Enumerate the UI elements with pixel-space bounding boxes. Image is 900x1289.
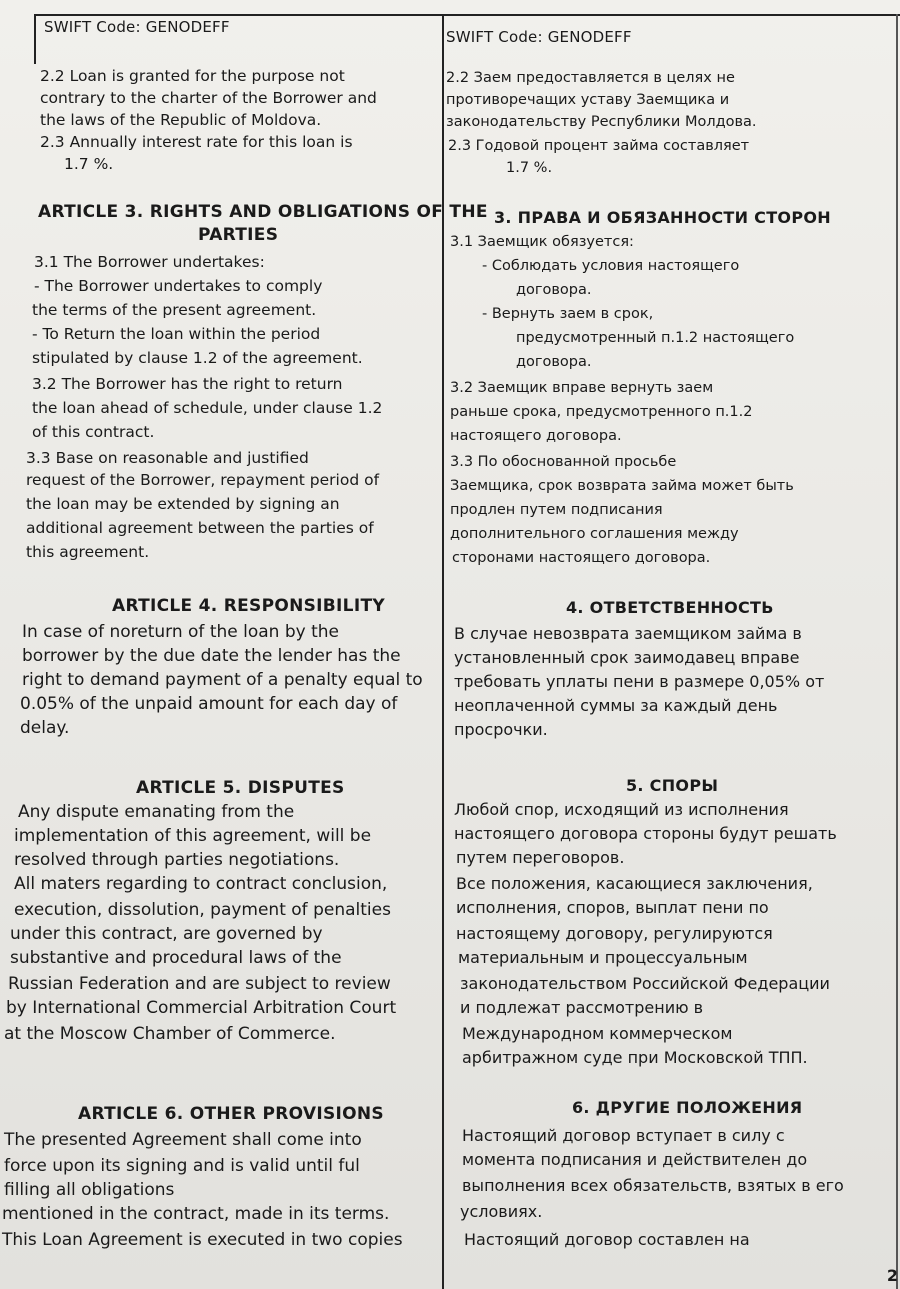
swift-code-en: SWIFT Code: GENODEFF [44, 18, 230, 36]
ru-text-line: путем переговоров. [456, 848, 625, 867]
en-text-line: Any dispute emanating from the [18, 802, 295, 822]
en-text-line: - The Borrower undertakes to comply [34, 277, 323, 295]
en-text-line: under this contract, are governed by [10, 924, 323, 944]
en-text-line: resolved through parties negotiations. [14, 850, 340, 870]
ru-text-line: просрочки. [454, 720, 548, 739]
ru-text-line: Все положения, касающиеся заключения, [456, 874, 813, 893]
ru-text-line: неоплаченной суммы за каждый день [454, 696, 778, 715]
en-text-line: force upon its signing and is valid until ful [4, 1156, 360, 1176]
en-text-line: substantive and procedural laws of the [10, 948, 342, 968]
ru-article-heading: 6. ДРУГИЕ ПОЛОЖЕНИЯ [572, 1098, 803, 1117]
ru-text-line: арбитражном суде при Московской ТПП. [462, 1048, 808, 1067]
en-text-line: mentioned in the contract, made in its terms. [2, 1204, 390, 1224]
ru-text-line: - Соблюдать условия настоящего [482, 258, 740, 274]
en-text-line: request of the Borrower, repayment period of [26, 471, 380, 489]
ru-text-line: продлен путем подписания [450, 502, 663, 518]
en-text-line: 2.3 Annually interest rate for this loan is [40, 133, 353, 151]
en-article-heading: ARTICLE 6. OTHER PROVISIONS [78, 1104, 384, 1124]
ru-text-line: условиях. [460, 1202, 543, 1221]
en-text-line: the loan ahead of schedule, under clause 1.2 [32, 399, 383, 417]
ru-text-line: требовать уплаты пени в размере 0,05% от [454, 672, 825, 691]
ru-text-line: договора. [516, 354, 592, 370]
en-text-line: All maters regarding to contract conclusion, [14, 874, 388, 894]
en-text-line: this agreement. [26, 543, 150, 561]
ru-text-line: Заемщика, срок возврата займа может быть [450, 478, 794, 494]
ru-text-line: 3.2 Заемщик вправе вернуть заем [450, 380, 714, 396]
ru-text-line: предусмотренный п.1.2 настоящего [516, 330, 795, 346]
en-text-line: of this contract. [32, 423, 155, 441]
ru-text-line: 3.1 Заемщик обязуется: [450, 234, 634, 250]
en-text-line: contrary to the charter of the Borrower and [40, 89, 377, 107]
en-text-line: filling all obligations [4, 1180, 175, 1200]
en-text-line: 0.05% of the unpaid amount for each day of [20, 694, 398, 714]
ru-article-heading: 5. СПОРЫ [626, 776, 719, 795]
en-text-line: This Loan Agreement is executed in two copies [2, 1230, 403, 1250]
ru-text-line: Международном коммерческом [462, 1024, 733, 1043]
page-number: 2 [886, 1266, 898, 1285]
russian-column [446, 0, 898, 1289]
en-text-line: execution, dissolution, payment of penalties [14, 900, 391, 920]
ru-text-line: и подлежат рассмотрению в [460, 998, 704, 1017]
en-text-line: by International Commercial Arbitration Court [6, 998, 397, 1018]
en-text-line: the laws of the Republic of Moldova. [40, 111, 322, 129]
ru-text-line: 2.3 Годовой процент займа составляет [448, 138, 750, 154]
en-article-heading: PARTIES [198, 225, 279, 245]
en-text-line: additional agreement between the parties of [26, 519, 374, 537]
en-text-line: 3.3 Base on reasonable and justified [26, 449, 309, 467]
en-text-line: delay. [20, 718, 70, 738]
ru-text-line: Настоящий договор вступает в силу с [462, 1126, 785, 1145]
en-text-line: Russian Federation and are subject to review [8, 974, 391, 994]
en-text-line: 2.2 Loan is granted for the purpose not [40, 67, 345, 85]
en-text-line: 3.2 The Borrower has the right to return [32, 375, 343, 393]
en-article-heading: ARTICLE 5. DISPUTES [136, 778, 345, 798]
en-text-line: the loan may be extended by signing an [26, 495, 340, 513]
en-text-line: implementation of this agreement, will be [14, 826, 372, 846]
ru-article-heading: 4. ОТВЕТСТВЕННОСТЬ [566, 598, 774, 617]
en-text-line: at the Moscow Chamber of Commerce. [4, 1024, 336, 1044]
en-text-line: right to demand payment of a penalty equal to [22, 670, 423, 690]
ru-text-line: установленный срок заимодавец вправе [454, 648, 800, 667]
ru-text-line: законодательством Российской Федерации [460, 974, 830, 993]
en-article-heading: ARTICLE 3. RIGHTS AND OBLIGATIONS OF THE [38, 202, 488, 222]
en-text-line: 3.1 The Borrower undertakes: [34, 253, 265, 271]
ru-text-line: законодательству Республики Молдова. [446, 114, 757, 130]
ru-text-line: В случае невозврата заемщиком займа в [454, 624, 802, 643]
ru-text-line: настоящему договору, регулируются [456, 924, 773, 943]
en-text-line: - To Return the loan within the period [32, 325, 321, 343]
ru-text-line: настоящего договора стороны будут решать [454, 824, 837, 843]
ru-text-line: 3.3 По обоснованной просьбе [450, 454, 677, 470]
ru-text-line: выполнения всех обязательств, взятых в его [462, 1176, 844, 1195]
ru-text-line: настоящего договора. [450, 428, 622, 444]
en-article-heading: ARTICLE 4. RESPONSIBILITY [112, 596, 385, 616]
ru-text-line: 1.7 %. [506, 160, 553, 176]
en-text-line: stipulated by clause 1.2 of the agreement. [32, 349, 363, 367]
ru-text-line: материальным и процессуальным [458, 948, 748, 967]
ru-text-line: - Вернуть заем в срок, [482, 306, 654, 322]
swift-code-ru: SWIFT Code: GENODEFF [446, 28, 632, 46]
ru-text-line: раньше срока, предусмотренного п.1.2 [450, 404, 753, 420]
ru-text-line: дополнительного соглашения между [450, 526, 739, 542]
ru-text-line: момента подписания и действителен до [462, 1150, 808, 1169]
en-text-line: borrower by the due date the lender has the [22, 646, 401, 666]
en-text-line: the terms of the present agreement. [32, 301, 317, 319]
en-text-line: In case of noreturn of the loan by the [22, 622, 339, 642]
ru-text-line: Настоящий договор составлен на [464, 1230, 750, 1249]
ru-text-line: исполнения, споров, выплат пени по [456, 898, 769, 917]
ru-text-line: 2.2 Заем предоставляется в целях не [446, 70, 735, 86]
ru-text-line: противоречащих уставу Заемщика и [446, 92, 730, 108]
en-text-line: 1.7 %. [64, 155, 114, 173]
ru-text-line: Любой спор, исходящий из исполнения [454, 800, 789, 819]
en-text-line: The presented Agreement shall come into [4, 1130, 362, 1150]
ru-text-line: сторонами настоящего договора. [452, 550, 711, 566]
ru-article-heading: 3. ПРАВА И ОБЯЗАННОСТИ СТОРОН [494, 208, 831, 227]
ru-text-line: договора. [516, 282, 592, 298]
